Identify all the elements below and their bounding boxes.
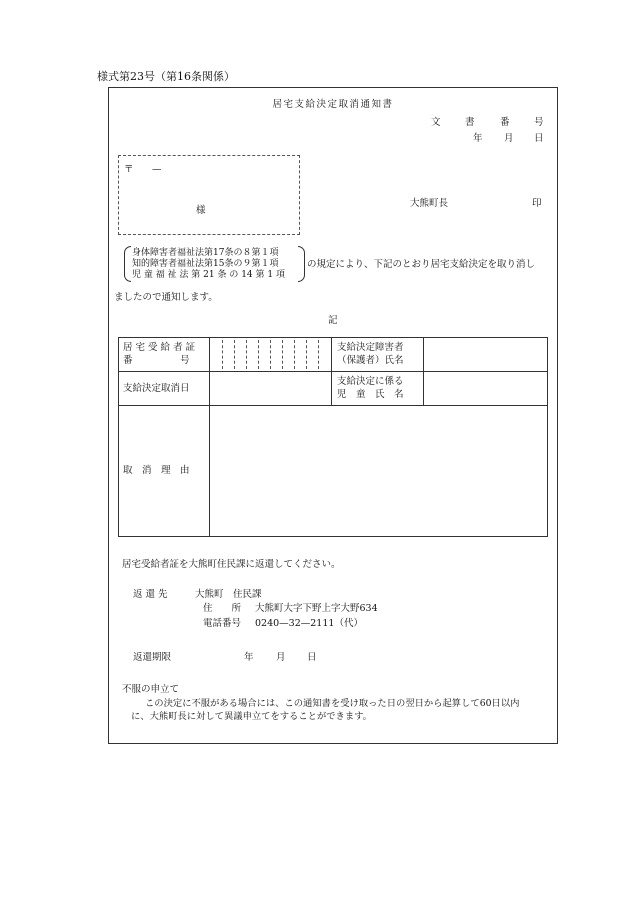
cert-no-label: 番 号 xyxy=(123,355,190,366)
postal-dash: — xyxy=(152,164,162,175)
recipient-sama: 様 xyxy=(196,205,206,216)
date-day: 日 xyxy=(534,133,544,144)
digit-divider xyxy=(294,340,295,369)
document-title: 居宅支給決定取消通知書 xyxy=(272,99,394,110)
cert-no-label: 居 宅 受 給 者 証 xyxy=(123,342,196,353)
issuer-name: 大熊町長 xyxy=(410,198,449,209)
phone-label: 電話番号 xyxy=(203,618,242,629)
dest-label: 返 還 先 xyxy=(133,589,168,600)
table-row-line xyxy=(118,371,548,372)
digit-divider xyxy=(246,340,247,369)
table-border xyxy=(547,337,548,537)
digit-divider xyxy=(270,340,271,369)
appeal-line-2: に、大熊町長に対して異議申立てをすることができます。 xyxy=(131,711,372,722)
child-name-label: 児 童 氏 名 xyxy=(337,389,404,400)
seal-mark: 印 xyxy=(532,198,542,209)
table-row-line xyxy=(118,405,548,406)
digit-divider xyxy=(234,340,235,369)
law-item: 児 童 福 祉 法 第 21 条 の 14 第 1 項 xyxy=(132,270,285,280)
cancel-date-label: 支給決定取消日 xyxy=(123,383,190,394)
table-col-line xyxy=(423,337,424,406)
table-border xyxy=(118,337,548,338)
guardian-label: 支給決定障害者 xyxy=(337,342,404,353)
right-brace xyxy=(298,246,305,282)
table-col-line xyxy=(331,337,332,406)
digit-divider xyxy=(258,340,259,369)
postal-mark: 〒 xyxy=(124,164,134,175)
deadline-year: 年 xyxy=(244,652,254,663)
deadline-month: 月 xyxy=(276,652,286,663)
table-border xyxy=(118,536,548,537)
form-number: 様式第23号（第16条関係） xyxy=(97,70,235,83)
left-brace xyxy=(124,246,131,282)
law-item: 身体障害者福祉法第17条の８第１項 xyxy=(132,248,279,258)
child-name-label: 支給決定に係る xyxy=(337,376,404,387)
guardian-label: （保護者）氏名 xyxy=(337,355,404,366)
doc-no-char: 文 xyxy=(431,117,441,128)
doc-no-char: 書 xyxy=(465,117,475,128)
phone-value: 0240—32—2111（代） xyxy=(255,618,363,629)
digit-divider xyxy=(282,340,283,369)
reason-label: 取 消 理 由 xyxy=(123,465,190,476)
return-instruction: 居宅受給者証を大熊町住民課に返還してください。 xyxy=(122,559,341,570)
doc-no-char: 番 xyxy=(500,117,510,128)
appeal-heading: 不服の申立て xyxy=(122,684,180,695)
deadline-label: 返還期限 xyxy=(133,652,172,663)
law-item: 知的障害者福祉法第15条の９第１項 xyxy=(132,259,279,269)
body-line-2: ましたので通知します。 xyxy=(114,292,218,303)
appeal-line-1: この決定に不服がある場合には、この通知書を受け取った日の翌日から起算して60日以内 xyxy=(145,698,520,709)
body-line-1: の規定により、下記のとおり居宅支給決定を取り消し xyxy=(307,259,536,270)
dest-name: 大熊町 住民課 xyxy=(195,589,262,600)
digit-divider xyxy=(318,340,319,369)
address-value: 大熊町大字下野上字大野634 xyxy=(255,603,378,614)
table-col-line xyxy=(209,337,210,537)
date-month: 月 xyxy=(504,133,514,144)
doc-no-char: 号 xyxy=(534,117,544,128)
digit-divider xyxy=(222,340,223,369)
deadline-day: 日 xyxy=(307,652,317,663)
date-year: 年 xyxy=(473,133,483,144)
address-label: 住 所 xyxy=(203,603,242,614)
table-border xyxy=(118,337,119,537)
digit-divider xyxy=(306,340,307,369)
ki-label: 記 xyxy=(328,315,338,326)
address-box xyxy=(118,155,300,235)
